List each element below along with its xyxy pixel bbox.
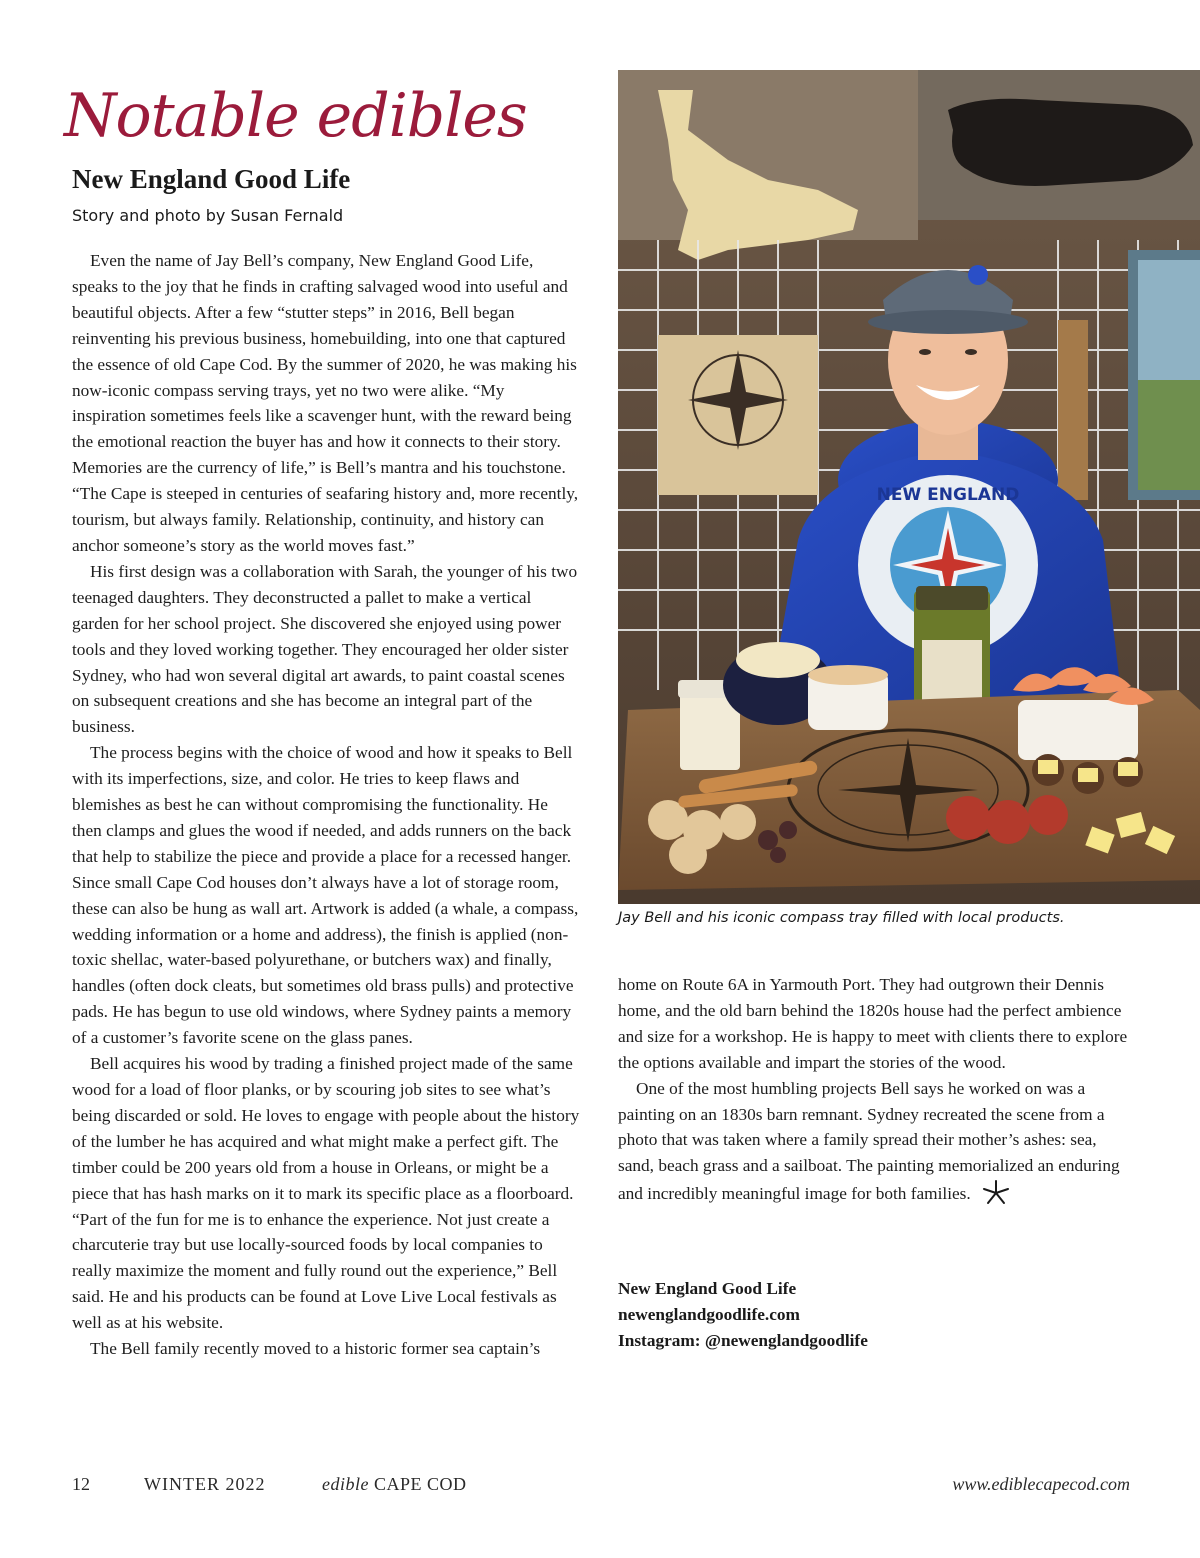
magazine-name <box>322 1474 467 1495</box>
section-title: Notable edibles <box>64 81 527 151</box>
contact-info <box>618 1276 1128 1354</box>
paragraph: home on Route 6A in Yarmouth Port. They had outgrown their Dennis home, and the old barn behind the 1820s house had the perfect ambience and size for a workshop. He is happy to meet with clients there to explore the options available and impart the stories of the wood. <box>618 975 1128 1072</box>
article-column-right <box>618 972 1128 1207</box>
byline: Story and photo by Susan Fernald <box>72 206 344 225</box>
magazine-name-rest: CAPE COD <box>368 1474 467 1494</box>
article-photo <box>618 70 1200 904</box>
paragraph: The process begins with the choice of wood and how it speaks to Bell with its imperfections, size, and color. He tries to keep flaws and blemishes as best he can without compromising the functionality. He then clamps and glues the wood if needed, and adds runners on the back that help to stabilize the piece and provide a place for a recessed hanger. Since small Cape Cod houses don’t always have a lot of storage room, these can also be hung as wall art. Artwork is added (a whale, a compass, wedding information or a home and address), the finish is applied (non-toxic shellac, water-based polyurethane, or butchers wax) and finally, handles (often dock cleats, but sometimes old brass pulls) and protective pads. He has begun to use old windows, where Sydney paints a memory of a customer’s favorite scene on the glass panes. <box>72 743 579 1048</box>
photo-caption: Jay Bell and his iconic compass tray filled with local products. <box>618 910 1065 926</box>
magazine-name-italic: edible <box>322 1474 369 1494</box>
paragraph: Even the name of Jay Bell’s company, New England Good Life, speaks to the joy that he finds in crafting salvaged wood into useful and beautiful objects. After a few “stutter steps” in 2016, Bell began reinventing his previous business, homebuilding, into one that captured the essence of old Cape Cod. By the summer of 2020, he was making his now-iconic compass serving trays, yet no two were alike. “My inspiration sometimes feels like a scavenger hunt, with the reward being the emotional reaction the buyer has and how it connects to their story. Memories are the currency of life,” is Bell’s mantra and his touchstone. “The Cape is steeped in centuries of seafaring history and, more recently, tourism, but always family. Relationship, continuity, and history can anchor someone’s story as the world moves fast.” <box>72 251 579 555</box>
shirt-text-top: NEW ENGLAND <box>876 485 1020 505</box>
website-link[interactable]: newenglandgoodlife.com <box>618 1304 800 1324</box>
issue-label: WINTER 2022 <box>144 1474 266 1494</box>
footer-website[interactable]: www.ediblecapecod.com <box>952 1474 1130 1494</box>
page-number: 12 <box>72 1474 90 1494</box>
starfish-end-mark-icon <box>981 1179 1011 1205</box>
business-name: New England Good Life <box>618 1279 797 1298</box>
page-footer <box>72 1474 1130 1500</box>
article-column-left <box>72 248 580 1362</box>
paragraph: The Bell family recently moved to a historic former sea captain’s <box>90 1339 541 1359</box>
instagram-handle[interactable]: Instagram: @newenglandgoodlife <box>618 1330 868 1350</box>
article-headline: New England Good Life <box>72 164 351 194</box>
paragraph-text: One of the most humbling projects Bell says he worked on was a painting on an 1830s barn remnant. Sydney recreated the scene from a photo that was taken where a family spread their mother’s ashes: sea, sand, beach grass and a sailboat. The painting memorialized an enduring and incredibly meaningful image for both families. <box>618 1078 1120 1204</box>
paragraph <box>618 1076 1128 1208</box>
paragraph: His first design was a collaboration with Sarah, the younger of his two teenaged daughters. They deconstructed a pallet to make a vertical garden for her school project. She discovered she enjoyed using power tools and they loved working together. They encouraged her older sister Sydney, who had won several digital art awards, to paint coastal scenes on subsequent creations and she has become an integral part of the business. <box>72 561 578 737</box>
paragraph: Bell acquires his wood by trading a finished project made of the same wood for a load of floor planks, or by scouring job sites to see what’s being discarded or sold. He loves to engage with people about the history of the lumber he has acquired and what might make a perfect gift. The timber could be 200 years old from a house in Orleans, or might be a piece that has hash marks on it to mark its specific place as a floorboard. “Part of the fun for me is to enhance the experience. Not just create a charcuterie tray but use locally-sourced foods by local companies to really maximize the moment and fully round out the experience,” Bell said. He and his products can be found at Love Live Local festivals as well as at his website. <box>72 1054 580 1333</box>
